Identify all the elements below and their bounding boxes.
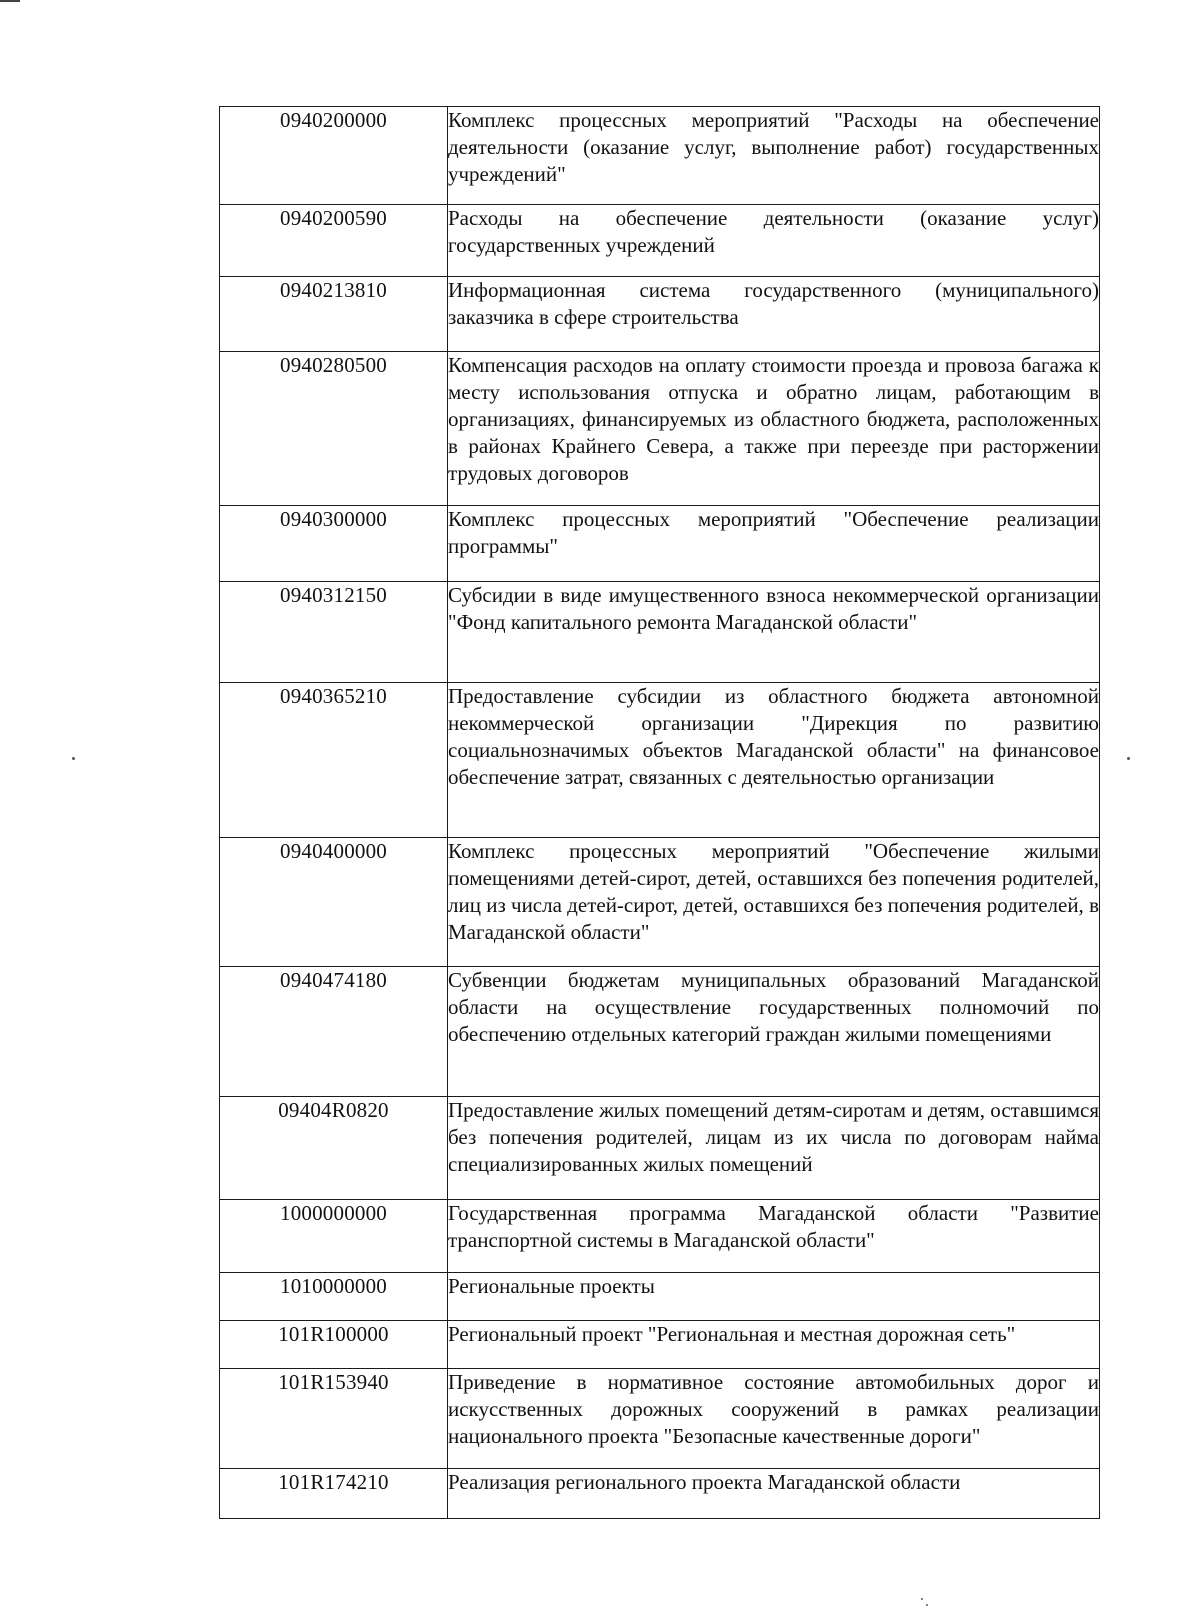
row-code: 0940200000 <box>220 107 448 205</box>
table-row <box>220 838 1100 967</box>
row-description: Комплекс процессных мероприятий "Обеспечение реализации программы" <box>448 506 1100 582</box>
table-row <box>220 107 1100 205</box>
row-description: Региональные проекты <box>448 1273 1100 1321</box>
row-description: Комплекс процессных мероприятий "Расходы на обеспечение деятельности (оказание услуг, выполнение работ) государственных учреждений" <box>448 107 1100 205</box>
row-description: Субвенции бюджетам муниципальных образований Магаданской области на осуществление государственных полномочий по обеспечению отдельных категорий граждан жилыми помещениями <box>448 967 1100 1097</box>
row-code: 0940365210 <box>220 683 448 838</box>
row-description: Предоставление жилых помещений детям-сиротам и детям, оставшимся без попечения родителей, лицам из их числа по договорам найма специализированных жилых помещений <box>448 1097 1100 1200</box>
row-code: 0940200590 <box>220 205 448 277</box>
scan-speck <box>72 757 75 760</box>
scan-speck <box>921 1598 923 1600</box>
table-row <box>220 352 1100 506</box>
table-row <box>220 967 1100 1097</box>
row-description: Субсидии в виде имущественного взноса некоммерческой организации "Фонд капитального ремонта Магаданской области" <box>448 582 1100 683</box>
table-row <box>220 1097 1100 1200</box>
budget-codes-table <box>219 106 1100 1519</box>
row-description: Региональный проект "Региональная и местная дорожная сеть" <box>448 1321 1100 1369</box>
row-code: 101R100000 <box>220 1321 448 1369</box>
row-code: 0940474180 <box>220 967 448 1097</box>
row-description: Государственная программа Магаданской области "Развитие транспортной системы в Магаданской области" <box>448 1200 1100 1273</box>
row-code: 0940312150 <box>220 582 448 683</box>
row-code: 1010000000 <box>220 1273 448 1321</box>
row-code: 0940280500 <box>220 352 448 506</box>
row-code: 0940213810 <box>220 277 448 352</box>
table-row <box>220 277 1100 352</box>
table-row <box>220 1273 1100 1321</box>
row-description: Информационная система государственного (муниципального) заказчика в сфере строительства <box>448 277 1100 352</box>
row-code: 0940300000 <box>220 506 448 582</box>
table-row <box>220 506 1100 582</box>
table-row <box>220 683 1100 838</box>
row-description: Компенсация расходов на оплату стоимости проезда и провоза багажа к месту использования отпуска и обратно лицам, работающим в организациях, финансируемых из областного бюджета, расположенных в районах Крайнего Севера, а также при переезде при расторжении трудовых договоров <box>448 352 1100 506</box>
table-row <box>220 205 1100 277</box>
row-description: Комплекс процессных мероприятий "Обеспечение жилыми помещениями детей-сирот, детей, оставшихся без попечения родителей, лиц из числа детей-сирот, детей, оставшихся без попечения родителей, в Магаданской области" <box>448 838 1100 967</box>
table-row <box>220 1369 1100 1469</box>
scan-mark <box>0 0 20 2</box>
table-row <box>220 582 1100 683</box>
row-code: 09404R0820 <box>220 1097 448 1200</box>
scan-speck <box>1127 757 1130 760</box>
row-code: 101R174210 <box>220 1469 448 1519</box>
table-row <box>220 1200 1100 1273</box>
row-description: Приведение в нормативное состояние автомобильных дорог и искусственных дорожных сооружений в рамках реализации национального проекта "Безопасные качественные дороги" <box>448 1369 1100 1469</box>
row-description: Предоставление субсидии из областного бюджета автономной некоммерческой организации "Дирекция по развитию социальнозначимых объектов Магаданской области" на финансовое обеспечение затрат, связанных с деятельностью организации <box>448 683 1100 838</box>
row-description: Реализация регионального проекта Магаданской области <box>448 1469 1100 1519</box>
row-code: 1000000000 <box>220 1200 448 1273</box>
scan-speck <box>926 1604 928 1606</box>
row-code: 0940400000 <box>220 838 448 967</box>
table-row <box>220 1321 1100 1369</box>
row-code: 101R153940 <box>220 1369 448 1469</box>
row-description: Расходы на обеспечение деятельности (оказание услуг) государственных учреждений <box>448 205 1100 277</box>
table-row <box>220 1469 1100 1519</box>
